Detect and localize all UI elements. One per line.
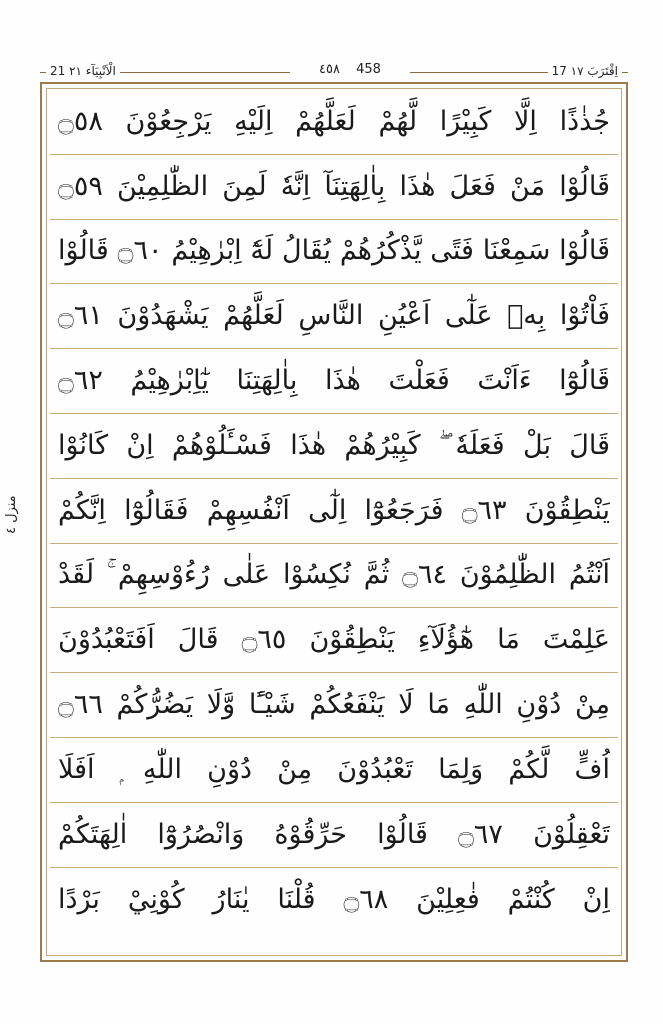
surah-label: 21 الْاَنْبِيَآء ٢١ (46, 64, 120, 78)
page-number (290, 62, 410, 77)
verse-line-7 (50, 479, 618, 544)
verse-line-4 (50, 284, 618, 349)
verse-line-text: اُفٍّ لَّكُمْ وَلِمَا تَعْبُدُوْنَ مِنْ دُوْنِ اللّٰهِ ۭ اَفَلَا (58, 753, 610, 785)
verse-line-text: جُذٰذًا اِلَّا كَبِيْرًا لَّهُمْ لَعَلَّهُمْ اِلَيْهِ يَرْجِعُوْنَ ۝٥٨ (58, 105, 610, 137)
juz-label: 17 اِقْتَرَبَ ١٧ (548, 64, 622, 78)
verse-line-13 (50, 868, 618, 933)
verse-line-text: قَالُوْا سَمِعْنَا فَتًى يَّذْكُرُهُمْ يُقَالُ لَهٗٓ اِبْرٰهِيْمُ ۝٦٠ قَالُوْا (58, 235, 610, 267)
verse-line-3 (50, 220, 618, 285)
verse-line-text: مِنْ دُوْنِ اللّٰهِ مَا لَا يَنْفَعُكُمْ شَيْـًٔا وَّلَا يَضُرُّكُمْ ۝٦٦ (58, 689, 610, 721)
verse-line-text: فَاْتُوْا بِهٖ عَلٰٓى اَعْيُنِ النَّاسِ لَعَلَّهُمْ يَشْهَدُوْنَ ۝٦١ (58, 300, 610, 332)
verse-line-5 (50, 349, 618, 414)
verse-line-text: عَلِمْتَ مَا هٰٓؤُلَآءِ يَنْطِقُوْنَ ۝٦٥ قَالَ اَفَتَعْبُدُوْنَ (58, 624, 610, 656)
verse-line-text: قَالُوْا مَنْ فَعَلَ هٰذَا بِاٰلِهَتِنَآ اِنَّهٗ لَمِنَ الظّٰلِمِيْنَ ۝٥٩ (58, 170, 610, 202)
verse-line-11 (50, 738, 618, 803)
verse-line-text: اِنْ كُنْتُمْ فٰعِلِيْنَ ۝٦٨ قُلْنَا يٰنَارُ كُوْنِيْ بَرْدًا (58, 883, 610, 915)
verse-line-9 (50, 608, 618, 673)
verse-line-text: قَالَ بَلْ فَعَلَهٗ ۖ كَبِيْرُهُمْ هٰذَا فَسْـَٔلُوْهُمْ اِنْ كَانُوْا (58, 429, 610, 461)
verse-lines (50, 90, 618, 954)
verse-line-6 (50, 414, 618, 479)
verse-line-text: يَنْطِقُوْنَ ۝٦٣ فَرَجَعُوْٓا اِلٰٓى اَنْفُسِهِمْ فَقَالُوْٓا اِنَّكُمْ (58, 494, 610, 526)
verse-line-12 (50, 803, 618, 868)
verse-line-text: تَعْقِلُوْنَ ۝٦٧ قَالُوْا حَرِّقُوْهُ وَانْصُرُوْٓا اٰلِهَتَكُمْ (58, 818, 610, 850)
page-header (40, 62, 628, 84)
page-number-latin: 458 (356, 62, 381, 77)
page-number-arabic: ٤٥٨ (319, 62, 340, 77)
verse-line-2 (50, 155, 618, 220)
verse-line-text: اَنْتُمُ الظّٰلِمُوْنَ ۝٦٤ ثُمَّ نُكِسُوْا عَلٰى رُءُوْسِهِمْ ۚ لَقَدْ (58, 559, 610, 591)
verse-line-10 (50, 673, 618, 738)
verse-line-text: قَالُوْٓا ءَاَنْتَ فَعَلْتَ هٰذَا بِاٰلِهَتِنَا يٰٓاِبْرٰهِيْمُ ۝٦٢ (58, 365, 610, 397)
verse-line-1 (50, 90, 618, 155)
manzil-margin-note: منزل ٤ (4, 495, 19, 535)
verse-line-8 (50, 544, 618, 609)
